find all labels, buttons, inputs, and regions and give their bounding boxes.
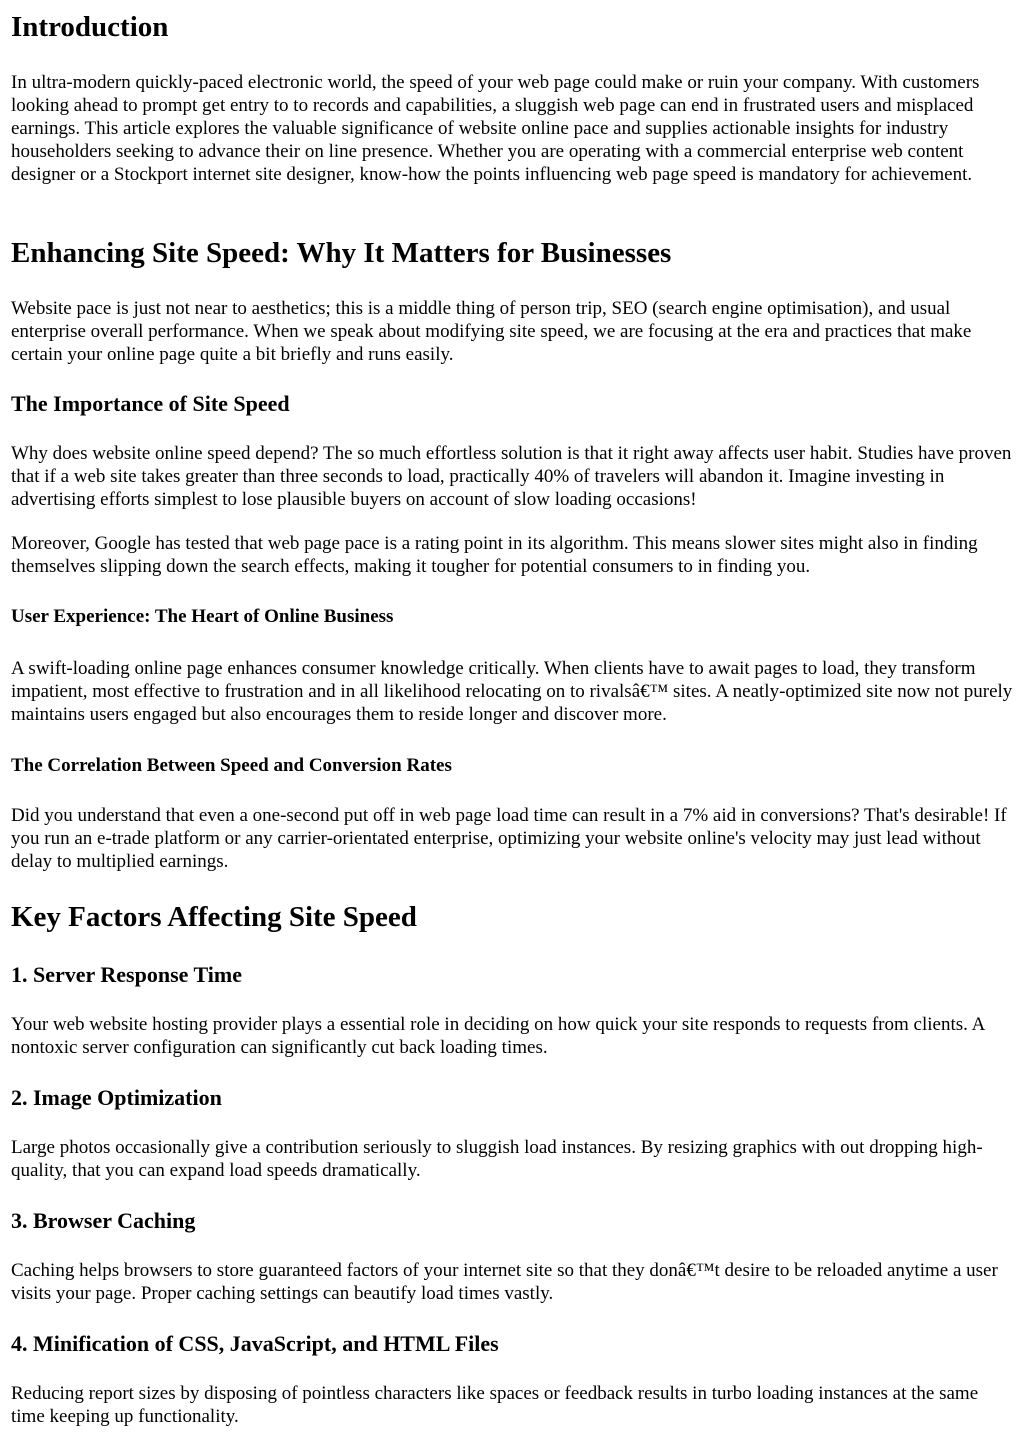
enhancing-heading: Enhancing Site Speed: Why It Matters for Businesses [11, 237, 672, 269]
minification-heading: 4. Minification of CSS, JavaScript, and HTML Files [11, 1331, 499, 1356]
server-heading: 1. Server Response Time [11, 962, 242, 987]
importance-heading: The Importance of Site Speed [11, 391, 290, 416]
image-paragraph: Large photos occasionally give a contribution seriously to sluggish load instances. By resizing graphics with out dropping high-quality, that you can expand load speeds dramatically. [11, 1137, 983, 1181]
importance-paragraph-2: Moreover, Google has tested that web page pace is a rating point in its algorithm. This means slower sites might also in finding themselves slipping down the search effects, making it tougher for potential consumers to in finding you. [11, 533, 978, 577]
importance-paragraph-1: Why does website online speed depend? The so much effortless solution is that it right away affects user habit. Studies have proven that if a web site takes greater than three seconds to load, practically 40% of travelers will abandon it. Imagine investing in advertising efforts simplest to lose plausible buyers on account of slow loading occasions! [11, 443, 1012, 510]
server-paragraph: Your web website hosting provider plays a essential role in deciding on how quick your site responds to requests from clients. A nontoxic server configuration can significantly cut back loading times. [11, 1014, 985, 1058]
factors-heading: Key Factors Affecting Site Speed [11, 901, 417, 933]
image-heading: 2. Image Optimization [11, 1085, 222, 1110]
ux-paragraph: A swift-loading online page enhances consumer knowledge critically. When clients have to await pages to load, they transform impatient, most effective to frustration and in all likelihood relocating on to rivalsâ€™ sites. A neatly-optimized site now not purely maintains users engaged but also encourages them to reside longer and discover more. [11, 658, 1013, 725]
correlation-heading: The Correlation Between Speed and Conversion Rates [11, 755, 452, 776]
caching-heading: 3. Browser Caching [11, 1208, 196, 1233]
minification-paragraph: Reducing report sizes by disposing of pointless characters like spaces or feedback results in turbo loading instances at the same time keeping up functionality. [11, 1383, 979, 1427]
intro-heading: Introduction [11, 11, 169, 43]
correlation-paragraph: Did you understand that even a one-second put off in web page load time can result in a 7% aid in conversions? That's desirable! If you run an e-trade platform or any carrier-orientated enterprise, optimizing your website online's velocity may just lead without delay to multiplied earnings. [11, 805, 1007, 872]
caching-paragraph: Caching helps browsers to store guaranteed factors of your internet site so that they donâ€™t desire to be reloaded anytime a user visits your page. Proper caching settings can beautify load times vastly. [11, 1260, 998, 1304]
ux-heading: User Experience: The Heart of Online Business [11, 606, 394, 627]
intro-paragraph: In ultra-modern quickly-paced electronic world, the speed of your web page could make or ruin your company. With customers looking ahead to prompt get entry to to records and capabilities, a sluggish web page can end in frustrated users and misplaced earnings. This article explores the valuable significance of website online pace and supplies actionable insights for industry householders seeking to advance their on line presence. Whether you are operating with a commercial enterprise web content designer or a Stockport internet site designer, know-how the points influencing web page speed is mandatory for achievement. [11, 72, 980, 185]
enhancing-paragraph: Website pace is just not near to aesthetics; this is a middle thing of person trip, SEO (search engine optimisation), and usual enterprise overall performance. When we speak about modifying site speed, we are focusing at the era and practices that make certain your online page quite a bit briefly and runs easily. [11, 298, 972, 365]
